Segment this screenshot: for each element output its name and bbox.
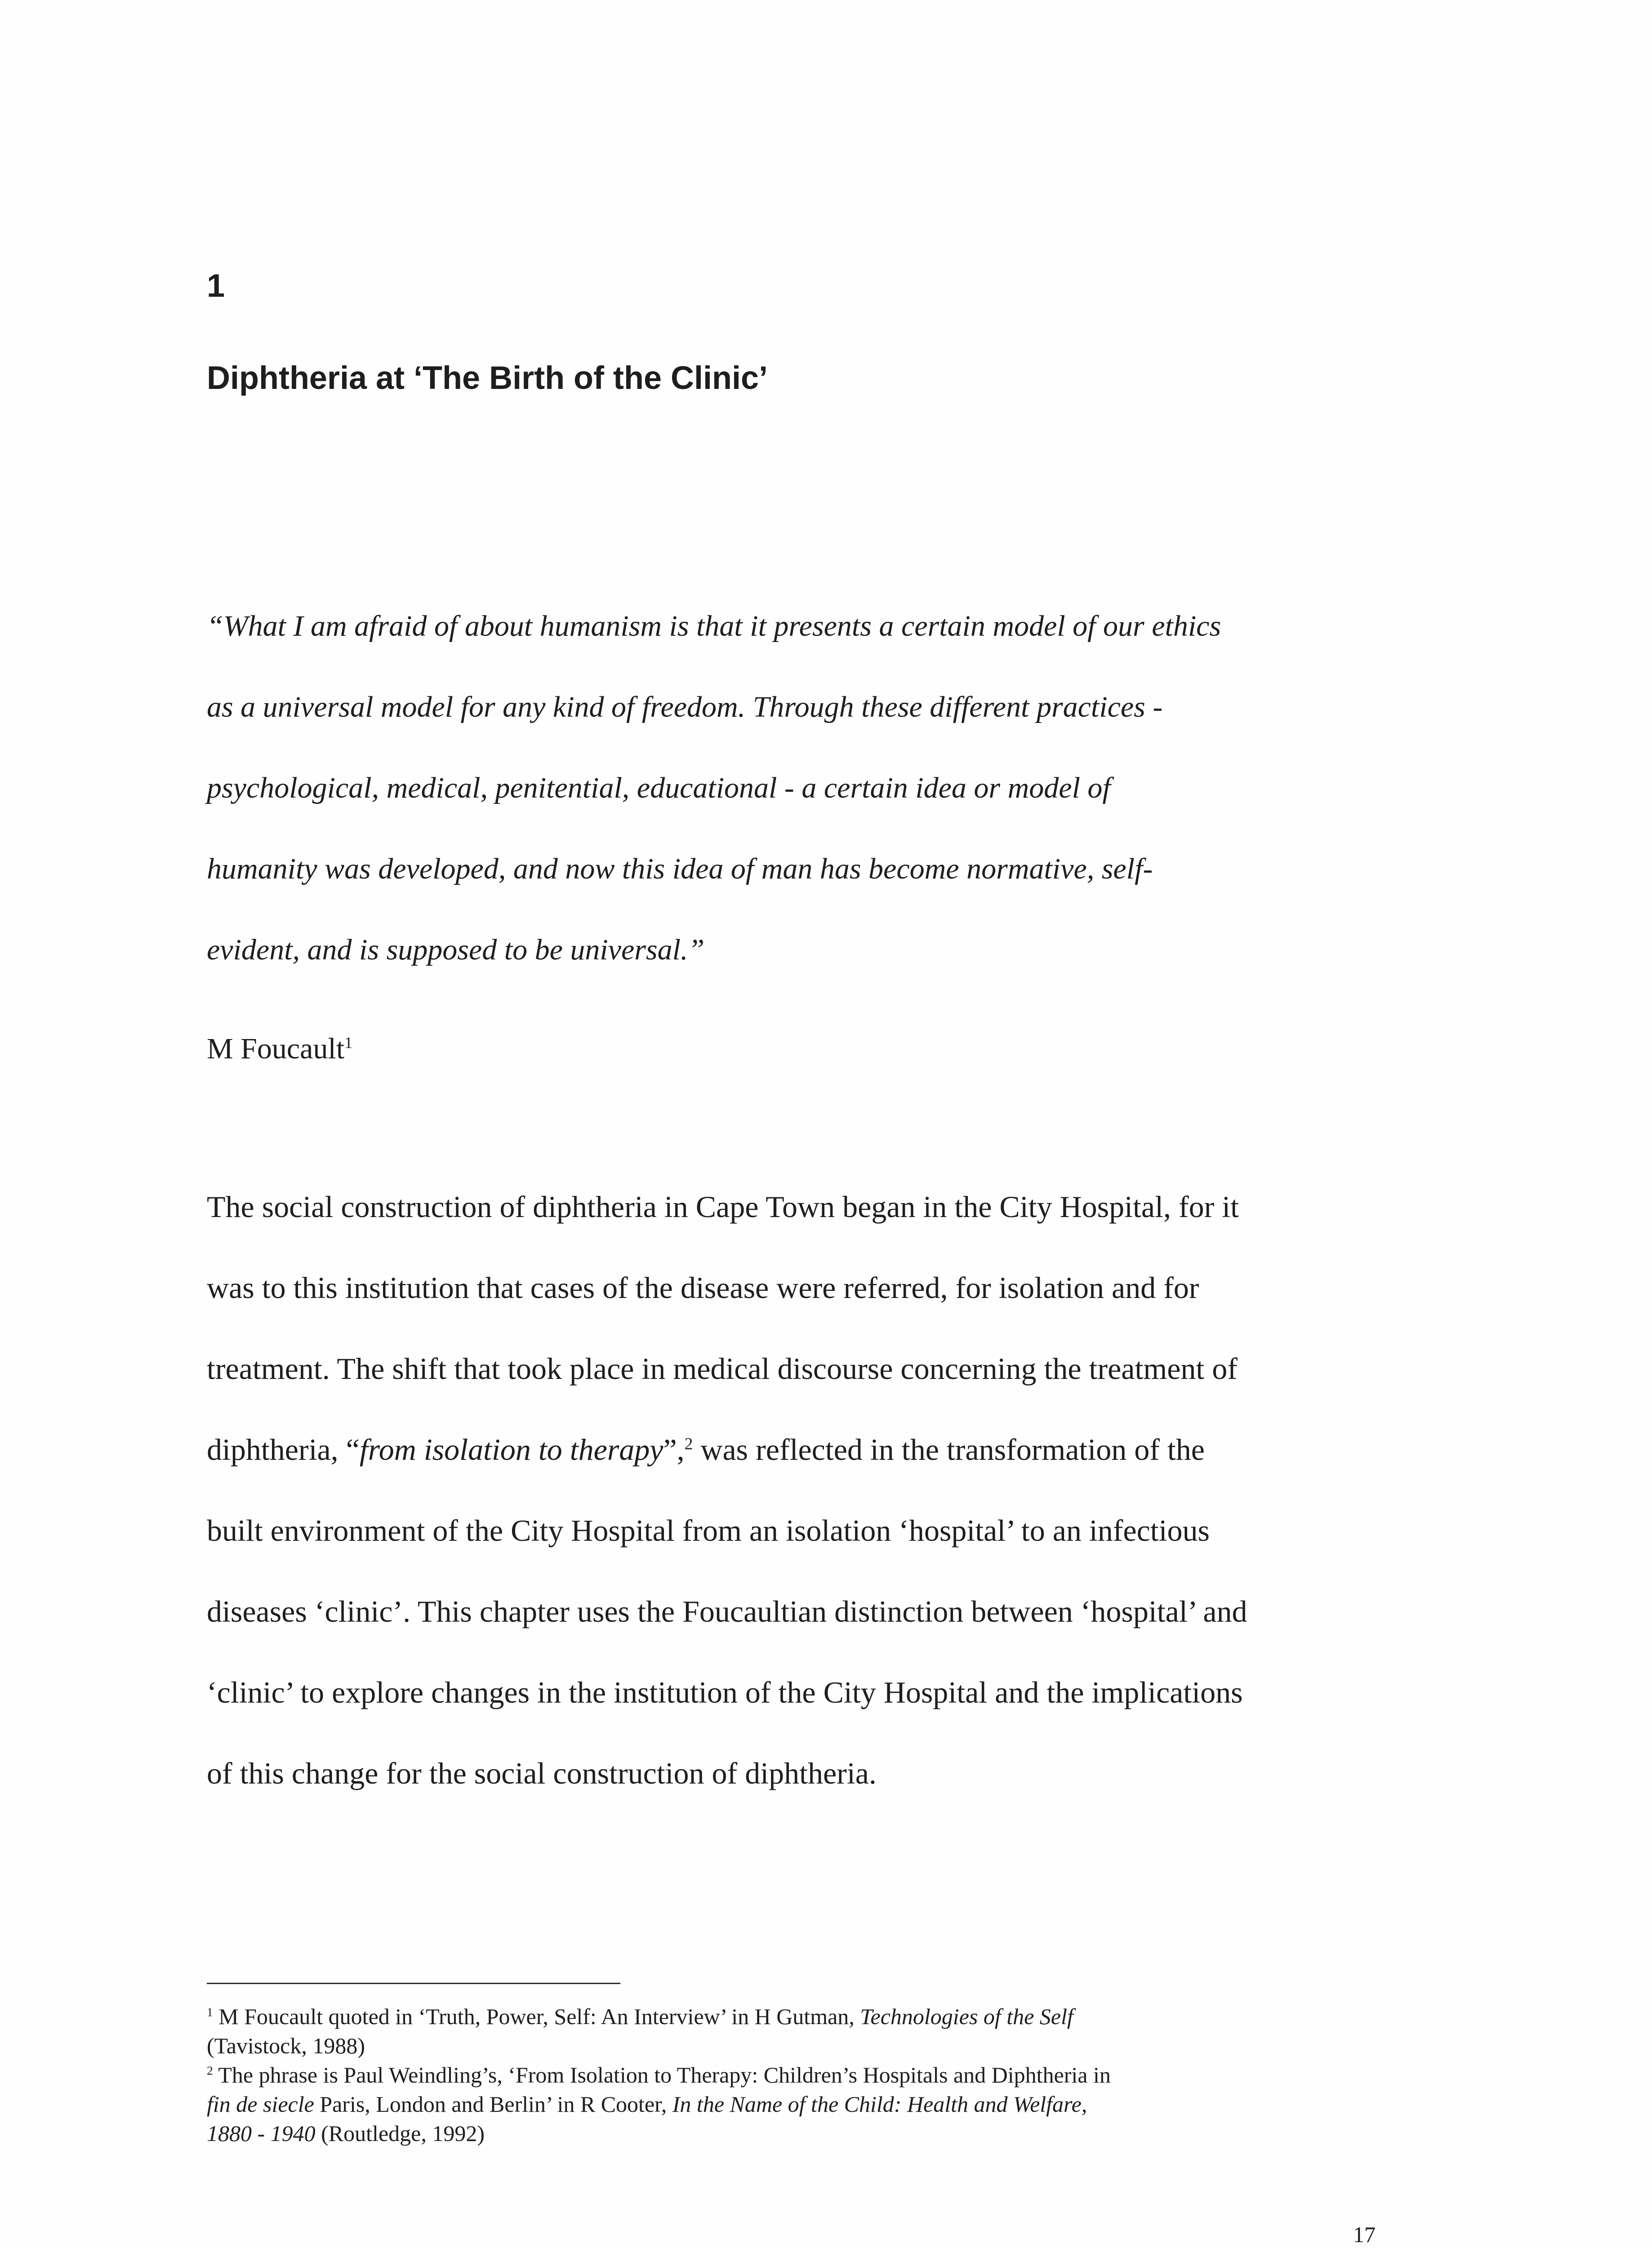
footnote-text: (Routledge, 1992) — [315, 2121, 485, 2146]
body-line: treatment. The shift that took place in medical discourse concerning the treatment of — [207, 1351, 1238, 1386]
body-line: built environment of the City Hospital from an isolation ‘hospital’ to an infectious — [207, 1513, 1210, 1548]
body-line: diseases ‘clinic’. This chapter uses the Foucaultian distinction between ‘hospital’ and — [207, 1594, 1247, 1628]
footnote-title: fin de siecle — [207, 2092, 314, 2117]
chapter-number: 1 — [207, 268, 225, 304]
footnote-1-cont: (Tavistock, 1988) — [207, 2033, 365, 2058]
footnote-title: Technologies of the Self — [860, 2004, 1073, 2029]
epigraph-attribution — [207, 1034, 352, 1064]
footnote-title: 1880 - 1940 — [207, 2121, 316, 2146]
footnote-text: The phrase is Paul Weindling’s, ‘From Isolation to Therapy: Children’s Hospitals and Diphtheria in — [213, 2062, 1111, 2087]
body-text: was reflected in the transformation of the — [693, 1432, 1205, 1467]
body-text: diphtheria, “ — [207, 1432, 360, 1467]
emphasis-text: from isolation to therapy — [359, 1432, 663, 1467]
body-line: ‘clinic’ to explore changes in the institution of the City Hospital and the implications — [207, 1675, 1243, 1709]
footnote-ref: 1 — [344, 1034, 353, 1052]
epigraph-line: as a universal model for any kind of freedom. Through these different practices - — [207, 691, 1163, 723]
body-line: The social construction of diphtheria in Cape Town began in the City Hospital, for it — [207, 1190, 1239, 1224]
body-line — [207, 1434, 1205, 1465]
epigraph-line: psychological, medical, penitential, educational - a certain idea or model of — [207, 772, 1111, 804]
body-line: was to this institution that cases of the disease were referred, for isolation and for — [207, 1271, 1199, 1305]
chapter-title: Diphtheria at ‘The Birth of the Clinic’ — [207, 360, 768, 396]
footnote-title: In the Name of the Child: Health and Welfare, — [672, 2092, 1087, 2117]
footnote-2-cont — [207, 2093, 1087, 2115]
footnote-ref: 2 — [684, 1435, 693, 1454]
footnote-mark: 2 — [207, 2063, 213, 2078]
page-number: 17 — [1353, 2222, 1376, 2247]
footnote-separator — [207, 1983, 620, 1984]
footnote-text: M Foucault quoted in ‘Truth, Power, Self: An Interview’ in H Gutman, — [213, 2004, 860, 2029]
footnote-1 — [207, 2005, 1073, 2028]
footnote-2-cont — [207, 2122, 485, 2145]
footnote-2 — [207, 2064, 1111, 2086]
epigraph-line: “What I am afraid of about humanism is that it presents a certain model of our ethics — [207, 610, 1221, 642]
footnote-text: Paris, London and Berlin’ in R Cooter, — [314, 2092, 672, 2117]
attribution-name: M Foucault — [207, 1032, 345, 1065]
footnote-mark: 1 — [207, 2005, 213, 2019]
body-line: of this change for the social construction of diphtheria. — [207, 1756, 877, 1790]
epigraph-line: humanity was developed, and now this idea of man has become normative, self- — [207, 852, 1153, 885]
body-text: ”, — [663, 1432, 685, 1467]
epigraph-line: evident, and is supposed to be universal.” — [207, 933, 705, 966]
